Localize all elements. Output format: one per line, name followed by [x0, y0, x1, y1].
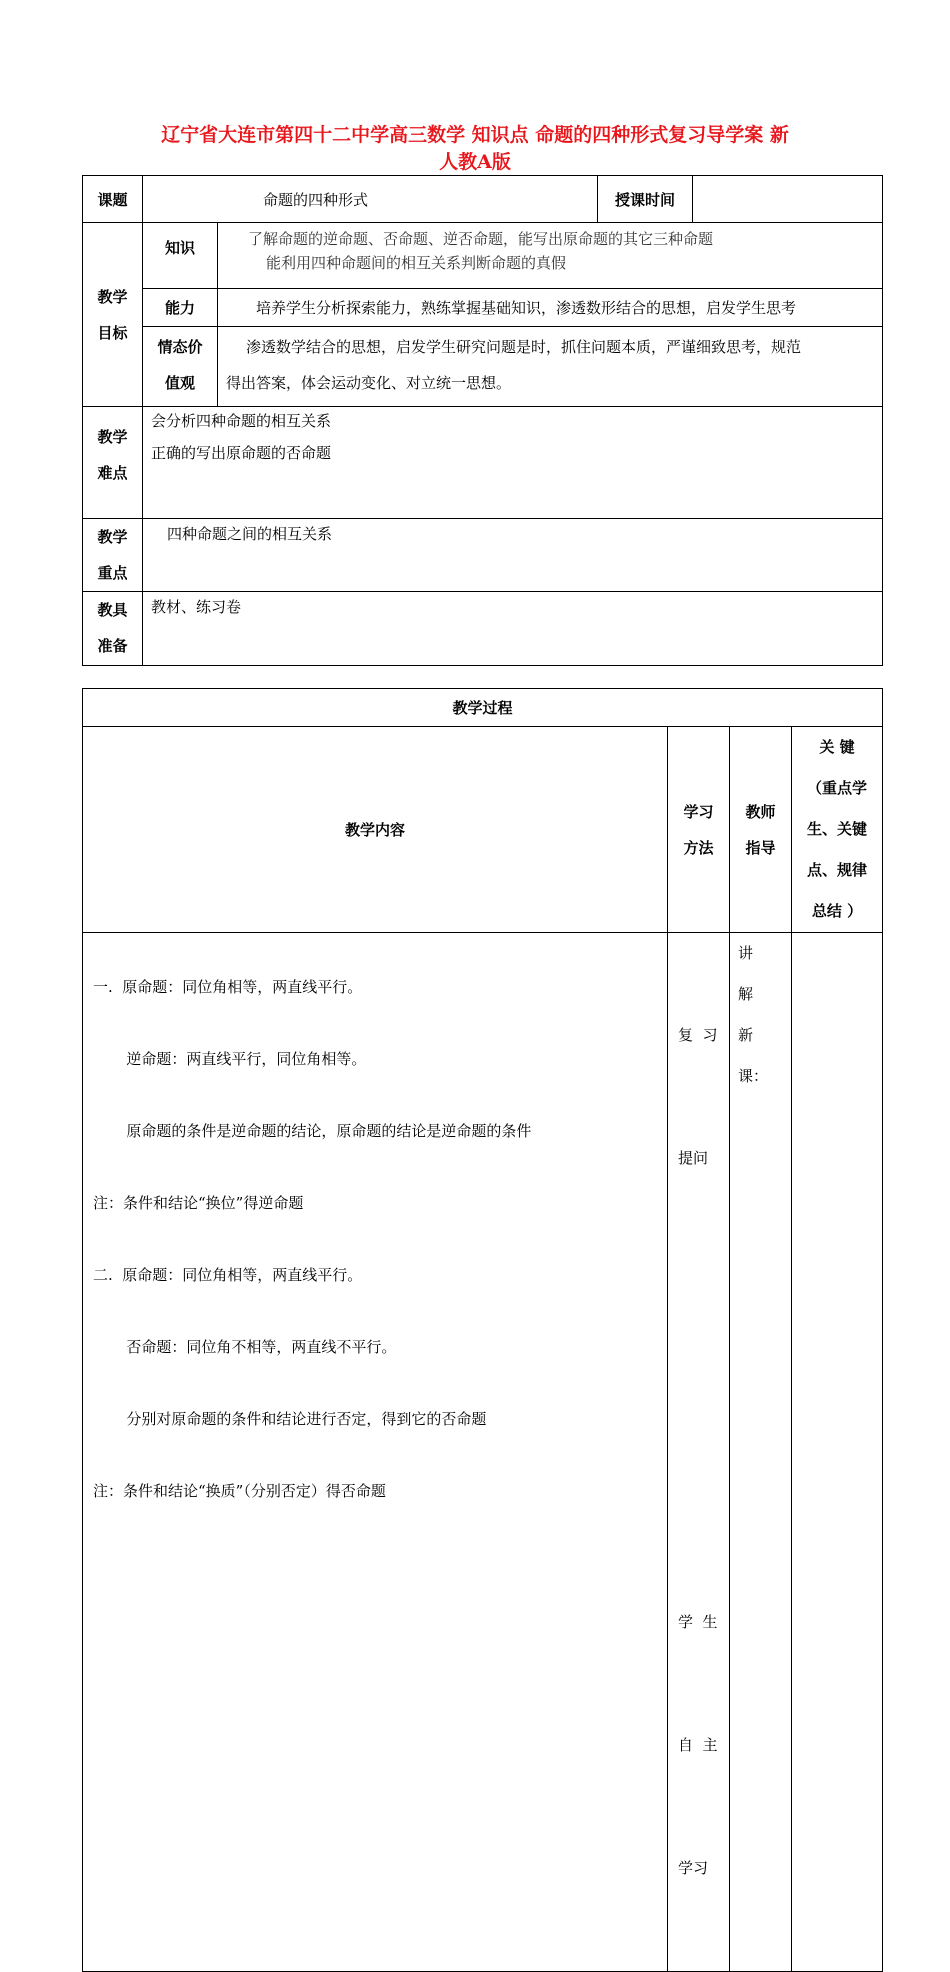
knowledge-label: 知识: [143, 223, 218, 289]
process-table: [82, 688, 883, 1972]
method-body: 复 习 提问 学 生 自 主 学习: [668, 933, 730, 1972]
col-teacher-header: 教师 指导: [730, 727, 792, 933]
col-method-header: 学习 方法: [668, 727, 730, 933]
title-line-2: 人教A版: [439, 151, 511, 173]
title-line-1: 辽宁省大连市第四十二中学高三数学 知识点 命题的四种形式复习导学案 新: [161, 124, 789, 146]
content-line: 原命题的条件是逆命题的结论，原命题的结论是逆命题的条件: [93, 1122, 532, 1140]
teacher-body: 讲 解 新 课：: [730, 933, 792, 1972]
document-title: [70, 122, 880, 176]
ability-text: 培养学生分析探索能力，熟练掌握基础知识，渗透数形结合的思想，启发学生思考: [218, 289, 883, 327]
difficulty-label: 教学 难点: [83, 407, 143, 519]
goals-label: 教学 目标: [83, 223, 143, 407]
content-line: 注：条件和结论“换质”（分别否定）得否命题: [93, 1482, 386, 1500]
content-line: 注：条件和结论“换位”得逆命题: [93, 1194, 304, 1212]
content-line: 一. 原命题：同位角相等，两直线平行。: [93, 978, 363, 996]
key-text: 四种命题之间的相互关系: [143, 519, 883, 592]
difficulty-content: 会分析四种命题的相互关系 正确的写出原命题的否命题: [143, 407, 883, 519]
knowledge-line-2: 能利用四种命题间的相互关系判断命题的真假: [266, 254, 567, 272]
time-label: 授课时间: [598, 176, 693, 223]
tools-text: 教材、练习卷: [143, 592, 883, 666]
ability-label: 能力: [143, 289, 218, 327]
content-line: 逆命题：两直线平行，同位角相等。: [93, 1050, 367, 1068]
topic-value: 命题的四种形式: [143, 176, 598, 223]
content-body: [83, 933, 668, 1972]
info-table: [82, 175, 883, 666]
time-value: [693, 176, 883, 223]
key-body: [792, 933, 883, 1972]
content-line: 否命题：同位角不相等，两直线不平行。: [93, 1338, 397, 1356]
knowledge-line-1: 了解命题的逆命题、否命题、逆否命题，能写出原命题的其它三种命题: [248, 230, 714, 248]
col-content-header: 教学内容: [83, 727, 668, 933]
tools-label: 教具 准备: [83, 592, 143, 666]
content-line: 分别对原命题的条件和结论进行否定，得到它的否命题: [93, 1410, 487, 1428]
emotion-label: 情态价 值观: [143, 327, 218, 407]
col-key-header: 关 键 （重点学 生、关键 点、规律 总结 ）: [792, 727, 883, 933]
key-label: 教学 重点: [83, 519, 143, 592]
knowledge-content: [218, 223, 883, 289]
process-header: 教学过程: [83, 689, 883, 727]
emotion-text: 渗透数学结合的思想，启发学生研究问题是时，抓住问题本质，严谨细致思考，规范 得出答案，体会运动变化、对立统一思想。: [218, 327, 883, 407]
topic-label: 课题: [83, 176, 143, 223]
content-line: 二. 原命题：同位角相等，两直线平行。: [93, 1266, 363, 1284]
